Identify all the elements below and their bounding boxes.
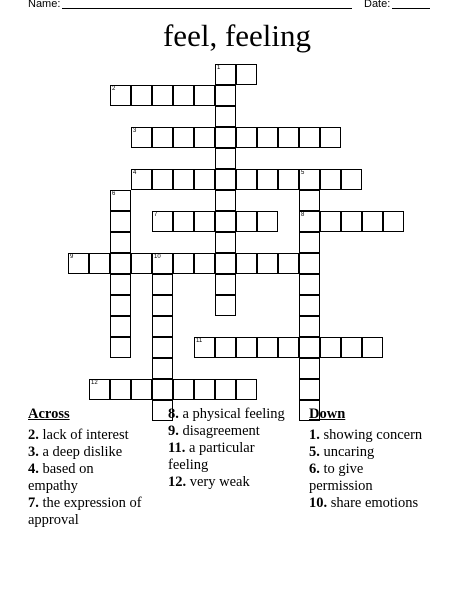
grid-cell[interactable]	[131, 379, 152, 400]
clue-number: 2	[112, 86, 116, 92]
grid-cell[interactable]	[152, 274, 173, 295]
grid-cell[interactable]	[215, 106, 236, 127]
across-clues-continued	[168, 406, 286, 491]
grid-cell[interactable]	[320, 169, 341, 190]
clue-number: 4	[133, 170, 137, 176]
grid-cell[interactable]	[257, 211, 278, 232]
grid-cell[interactable]	[194, 169, 215, 190]
grid-cell[interactable]	[215, 253, 236, 274]
grid-cell[interactable]	[299, 253, 320, 274]
grid-cell[interactable]	[131, 253, 152, 274]
clue-across-8: 8. a physical feeling	[168, 406, 285, 422]
grid-cell[interactable]	[110, 295, 131, 316]
grid-cell[interactable]	[110, 253, 131, 274]
grid-cell[interactable]	[215, 127, 236, 148]
grid-cell[interactable]	[131, 127, 152, 148]
grid-cell[interactable]	[152, 337, 173, 358]
grid-cell[interactable]	[89, 379, 110, 400]
clue-across-7: 7. the expression of approval	[28, 495, 142, 528]
grid-cell[interactable]	[152, 169, 173, 190]
grid-cell[interactable]	[215, 64, 236, 85]
grid-cell[interactable]	[236, 379, 257, 400]
grid-cell[interactable]	[278, 337, 299, 358]
clue-number: 3	[133, 128, 137, 134]
grid-cell[interactable]	[362, 337, 383, 358]
grid-cell[interactable]	[131, 169, 152, 190]
grid-cell[interactable]	[299, 211, 320, 232]
grid-cell[interactable]	[110, 274, 131, 295]
grid-cell[interactable]	[215, 337, 236, 358]
grid-cell[interactable]	[236, 337, 257, 358]
grid-cell[interactable]	[194, 253, 215, 274]
grid-cell[interactable]	[110, 316, 131, 337]
grid-cell[interactable]	[257, 253, 278, 274]
grid-cell[interactable]	[215, 190, 236, 211]
grid-cell[interactable]	[110, 337, 131, 358]
grid-cell[interactable]	[110, 211, 131, 232]
grid-cell[interactable]	[152, 85, 173, 106]
grid-cell[interactable]	[341, 337, 362, 358]
grid-cell[interactable]	[383, 211, 404, 232]
grid-cell[interactable]	[215, 274, 236, 295]
grid-cell[interactable]	[215, 148, 236, 169]
grid-cell[interactable]	[194, 379, 215, 400]
grid-cell[interactable]	[173, 211, 194, 232]
grid-cell[interactable]	[68, 253, 89, 274]
grid-cell[interactable]	[299, 295, 320, 316]
grid-cell[interactable]	[278, 253, 299, 274]
date-label: Date:	[364, 0, 391, 10]
clue-across-9: 9. disagreement	[168, 423, 260, 439]
grid-cell[interactable]	[194, 127, 215, 148]
grid-cell[interactable]	[152, 358, 173, 379]
page-title: feel, feeling	[162, 18, 312, 53]
grid-cell[interactable]	[215, 379, 236, 400]
grid-cell[interactable]	[194, 85, 215, 106]
grid-cell[interactable]	[299, 169, 320, 190]
clue-number: 8	[301, 212, 305, 218]
clue-across-4: 4. based on empathy	[28, 461, 94, 494]
grid-cell[interactable]	[257, 127, 278, 148]
grid-cell[interactable]	[194, 211, 215, 232]
grid-cell[interactable]	[173, 127, 194, 148]
grid-cell[interactable]	[110, 232, 131, 253]
grid-cell[interactable]	[362, 211, 383, 232]
grid-cell[interactable]	[215, 85, 236, 106]
clue-number: 10	[154, 254, 161, 260]
grid-cell[interactable]	[173, 169, 194, 190]
grid-cell[interactable]	[341, 169, 362, 190]
grid-cell[interactable]	[299, 337, 320, 358]
grid-cell[interactable]	[131, 85, 152, 106]
grid-cell[interactable]	[215, 295, 236, 316]
grid-cell[interactable]	[173, 85, 194, 106]
grid-cell[interactable]	[278, 127, 299, 148]
clue-number: 1	[217, 65, 221, 71]
grid-cell[interactable]	[110, 85, 131, 106]
clue-down-6: 6. to give permission	[309, 461, 373, 494]
grid-cell[interactable]	[299, 232, 320, 253]
grid-cell[interactable]	[236, 64, 257, 85]
grid-cell[interactable]	[152, 127, 173, 148]
grid-cell[interactable]	[299, 379, 320, 400]
clue-down-1: 1. showing concern	[309, 427, 423, 443]
name-label: Name:	[28, 0, 61, 10]
grid-cell[interactable]	[278, 169, 299, 190]
grid-cell[interactable]	[110, 190, 131, 211]
down-clues	[309, 406, 429, 512]
grid-cell[interactable]	[236, 169, 257, 190]
across-clues	[28, 406, 146, 529]
clue-number: 5	[301, 170, 305, 176]
clue-number: 9	[70, 254, 74, 260]
clue-across-3: 3. a deep dislike	[28, 444, 123, 460]
grid-cell[interactable]	[299, 316, 320, 337]
grid-cell[interactable]	[110, 379, 131, 400]
grid-cell[interactable]	[257, 337, 278, 358]
grid-cell[interactable]	[215, 232, 236, 253]
grid-cell[interactable]	[215, 169, 236, 190]
grid-cell[interactable]	[320, 211, 341, 232]
grid-cell[interactable]	[299, 274, 320, 295]
grid-cell[interactable]	[236, 253, 257, 274]
clue-across-11: 11. a particular feeling	[168, 440, 255, 473]
across-heading: Across	[28, 406, 70, 422]
clue-down-10: 10. share emotions	[309, 495, 419, 511]
grid-cell[interactable]	[152, 211, 173, 232]
grid-cell[interactable]	[152, 316, 173, 337]
grid-cell[interactable]	[320, 337, 341, 358]
grid-cell[interactable]	[152, 379, 173, 400]
grid-cell[interactable]	[299, 358, 320, 379]
grid-cell[interactable]	[152, 295, 173, 316]
clue-number: 7	[154, 212, 158, 218]
clue-number: 11	[196, 338, 203, 344]
grid-cell[interactable]	[236, 127, 257, 148]
grid-cell[interactable]	[89, 253, 110, 274]
grid-cell[interactable]	[299, 190, 320, 211]
clue-across-12: 12. very weak	[168, 474, 250, 490]
clue-across-2: 2. lack of interest	[28, 427, 129, 443]
grid-cell[interactable]	[236, 211, 257, 232]
clue-number: 6	[112, 191, 116, 197]
clue-number: 12	[91, 380, 98, 386]
down-heading: Down	[309, 406, 346, 422]
grid-cell[interactable]	[299, 127, 320, 148]
grid-cell[interactable]	[173, 253, 194, 274]
grid-cell[interactable]	[341, 211, 362, 232]
grid-cell[interactable]	[152, 253, 173, 274]
grid-cell[interactable]	[173, 379, 194, 400]
grid-cell[interactable]	[215, 211, 236, 232]
clue-down-5: 5. uncaring	[309, 444, 375, 460]
grid-cell[interactable]	[194, 337, 215, 358]
grid-cell[interactable]	[320, 127, 341, 148]
grid-cell[interactable]	[257, 169, 278, 190]
